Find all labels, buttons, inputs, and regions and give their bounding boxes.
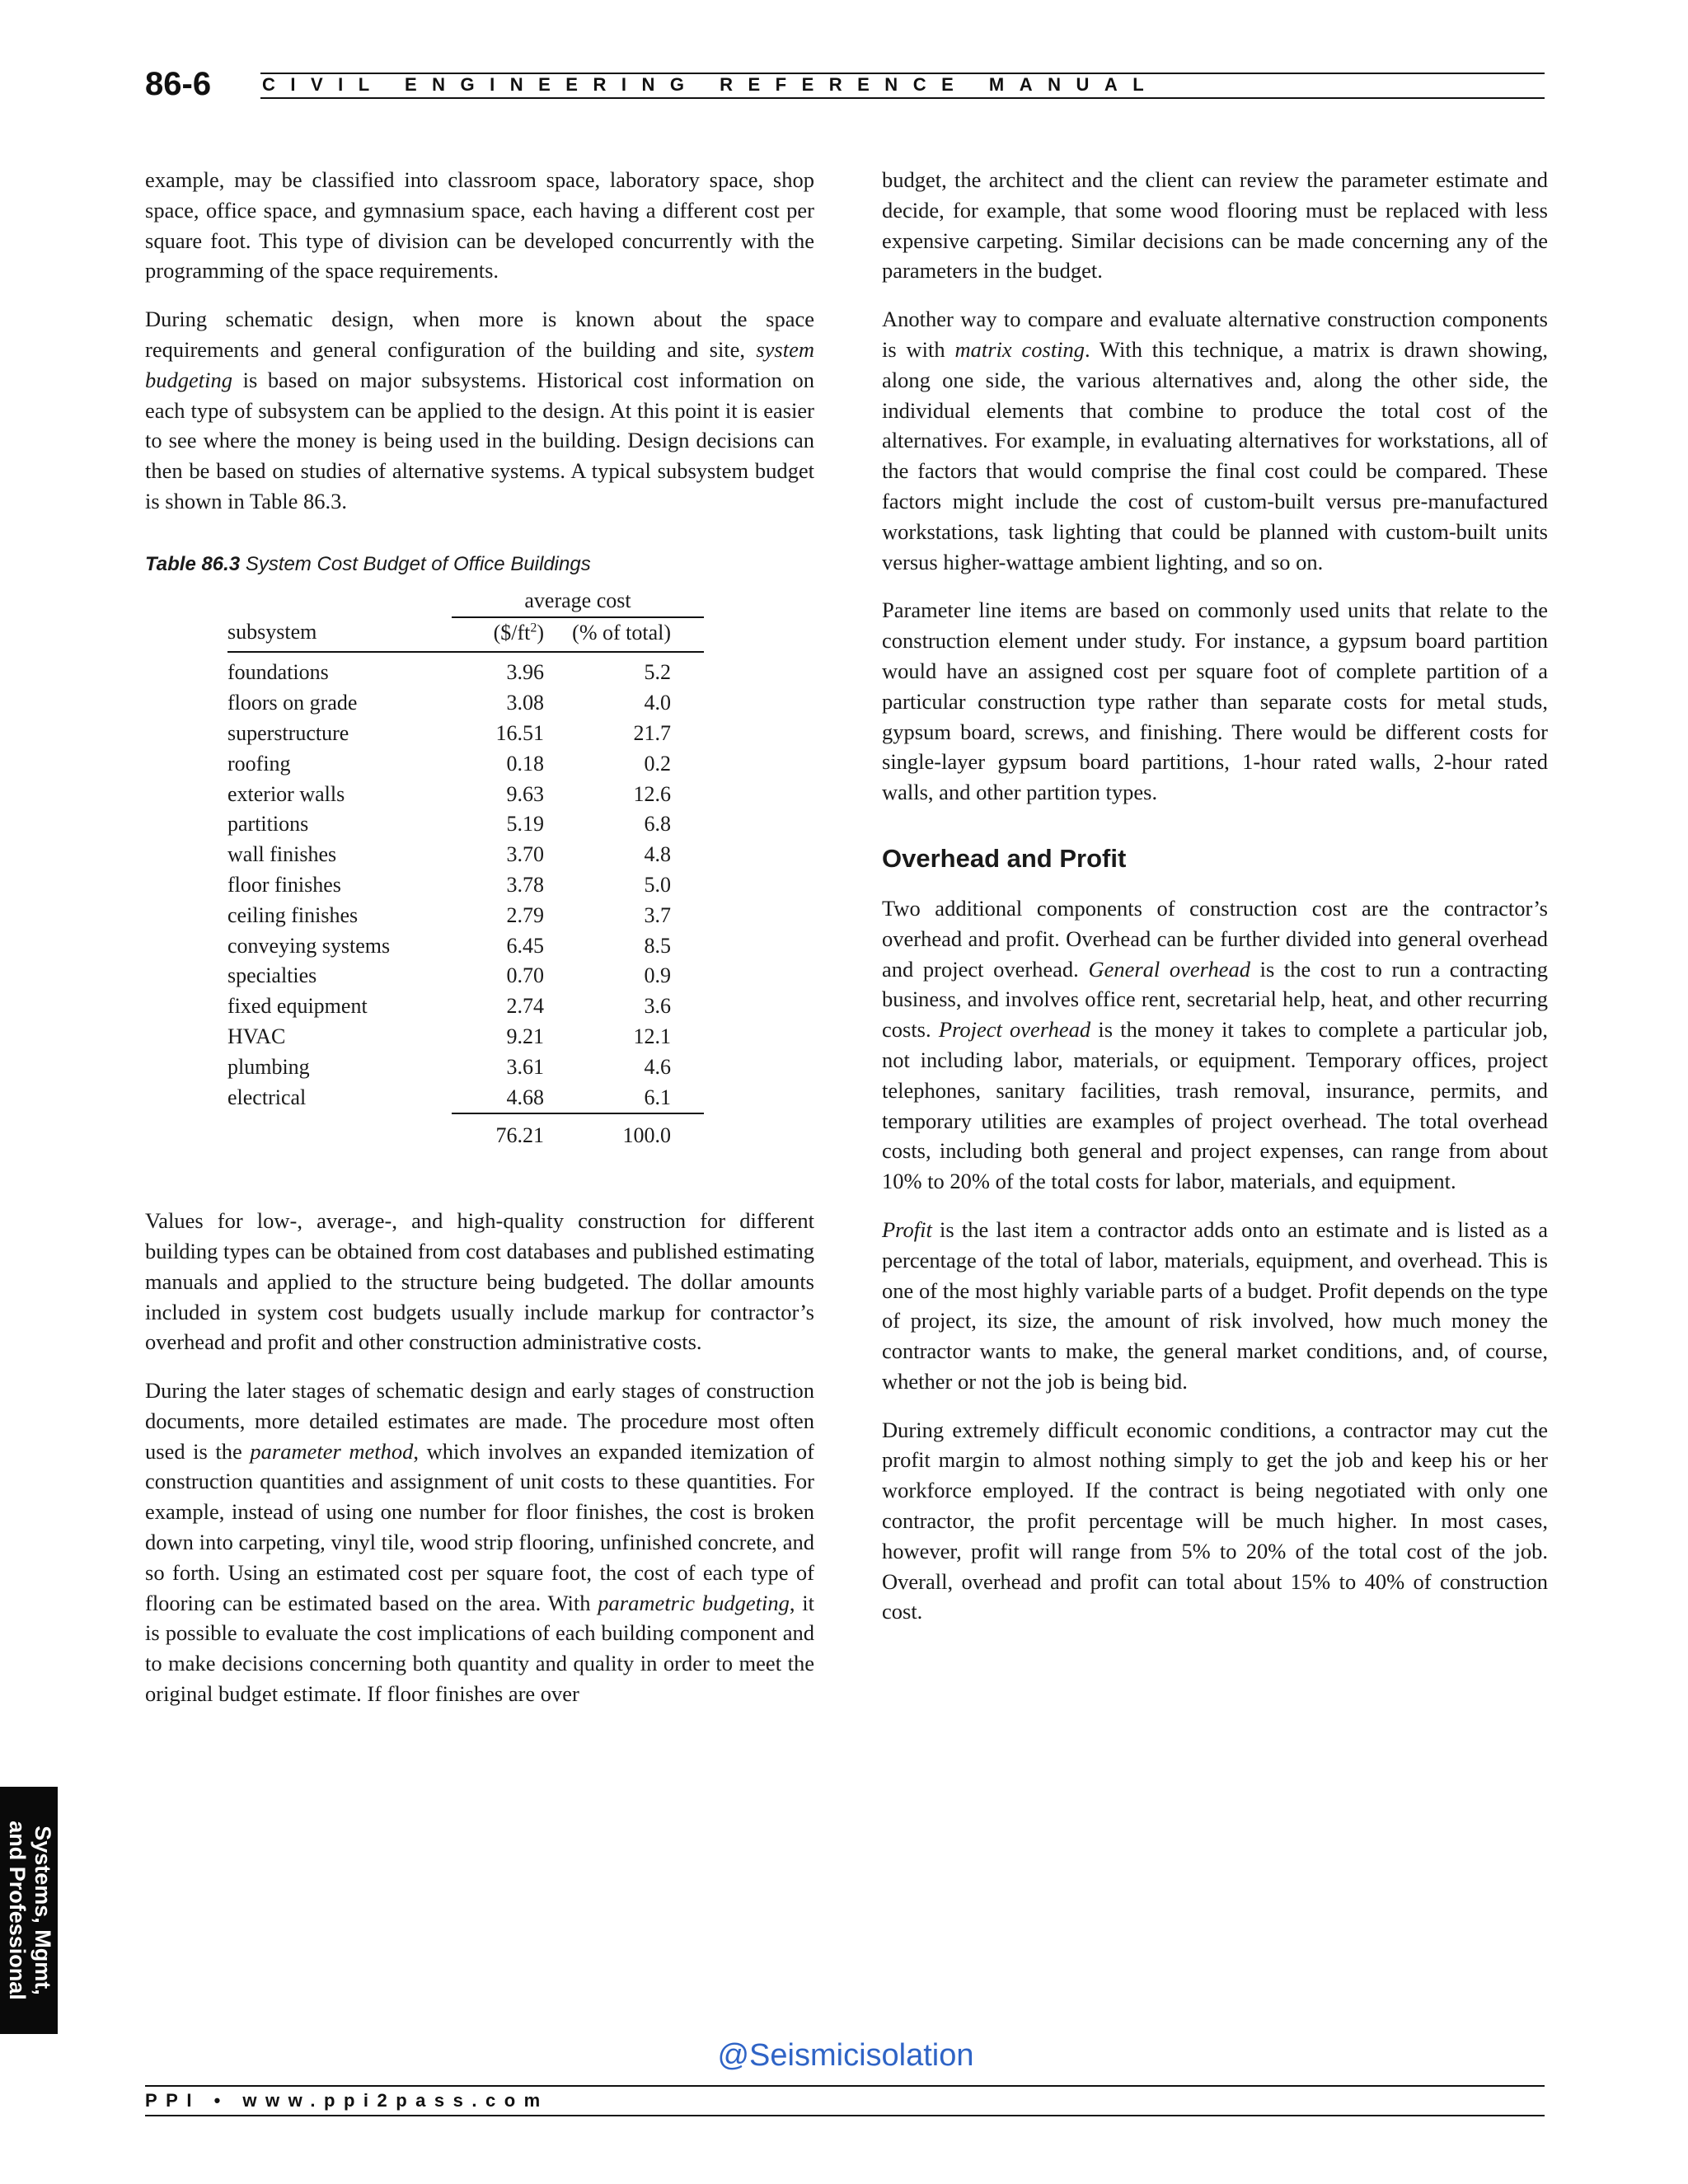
table-caption xyxy=(145,553,814,576)
percent-cell: 6.1 xyxy=(644,1085,671,1109)
footer-rule-bottom xyxy=(145,2115,1545,2116)
percent-cell: 5.0 xyxy=(644,872,671,897)
subsystem-cell: floors on grade xyxy=(227,691,358,715)
percent-cell: 8.5 xyxy=(644,933,671,958)
percent-cell: 4.6 xyxy=(644,1054,671,1079)
col-header-percent: (% of total) xyxy=(569,617,704,653)
paragraph: During extremely difficult economic conditions, a contractor may cut the profit margin to almost nothing simply to get the job and keep his or her workforce employed. If the contract is being negotiated with only one contractor, the profit percentage will be much higher. In most cases, however, profit will range from 5% to 20% of the total cost of the job. Overall, overhead and profit can total about 15% to 40% of construction cost. xyxy=(882,1417,1548,1624)
table-row xyxy=(227,931,704,962)
table-row xyxy=(227,652,704,688)
total-percent: 100.0 xyxy=(569,1113,704,1151)
term-project-overhead: Project overhead xyxy=(938,1017,1091,1043)
table-row xyxy=(227,688,704,719)
footer-text: PPI • www.ppi2pass.com xyxy=(145,2090,549,2111)
col-header-subsystem: subsystem xyxy=(227,617,452,653)
subsystem-cell: HVAC xyxy=(227,1024,286,1048)
total-cost: 76.21 xyxy=(452,1113,569,1151)
book-title: CIVIL ENGINEERING REFERENCE MANUAL xyxy=(262,74,1160,95)
subsystem-cell: floor finishes xyxy=(227,872,341,897)
table-row xyxy=(227,1022,704,1052)
table-group-header-row xyxy=(227,586,704,617)
subsystem-cell: exterior walls xyxy=(227,781,345,806)
side-tab-label: Systems, Mgmt, and Professional xyxy=(5,1821,55,2000)
percent-cell: 4.8 xyxy=(644,842,671,867)
section-heading: Overhead and Profit xyxy=(882,843,1127,873)
table-row xyxy=(227,1052,704,1083)
term-profit: Profit xyxy=(882,1216,932,1242)
table-row xyxy=(227,870,704,901)
left-column xyxy=(145,165,814,1727)
term-parameter-method: parameter method xyxy=(250,1438,414,1464)
subsystem-cell: roofing xyxy=(227,751,291,776)
term-matrix-costing: matrix costing xyxy=(954,336,1085,362)
cost-cell: 2.79 xyxy=(506,902,544,927)
cost-cell: 16.51 xyxy=(495,720,544,745)
cost-cell: 0.70 xyxy=(506,963,544,988)
subsystem-cell: superstructure xyxy=(227,720,349,745)
percent-cell: 12.1 xyxy=(633,1024,671,1048)
system-cost-table xyxy=(227,586,704,1151)
subsystem-cell: partitions xyxy=(227,812,309,837)
cost-cell: 9.63 xyxy=(506,781,544,806)
col-header-cost: $(\$/ft^2)$ xyxy=(452,617,569,653)
cost-cell: 6.45 xyxy=(506,933,544,958)
subsystem-cell: foundations xyxy=(227,660,329,685)
subsystem-cell: wall finishes xyxy=(227,842,337,867)
cost-cell: 3.70 xyxy=(506,842,544,867)
paragraph: example, may be classified into classroom space, laboratory space, shop space, office space, and gymnasium space, each having a different cost per square foot. This type of division can be developed concurrently with the programming of the space requirements. xyxy=(145,167,814,284)
term-parametric-budgeting: parametric budgeting xyxy=(598,1590,790,1615)
table-row xyxy=(227,780,704,810)
cost-cell: 3.78 xyxy=(506,872,544,897)
table-row xyxy=(227,901,704,931)
paragraph: Two additional components of construction cost are the contractor’s overhead and profit. Overhead can be further divided into general overhead and project overhead. General overhead is the cost to run a contracting business, and involves office rent, secretarial help, heat, and other recurring costs. Project overhead is the money it takes to complete a particular job, not including labor, materials, or equipment. Temporary offices, project telephones, sanitary facilities, trash removal, insurance, permits, and temporary utilities are examples of project overhead. The total overhead costs, including both general and project expenses, can range from about 10% to 20% of the total costs for labor, materials, and equipment. xyxy=(882,895,1549,1194)
subsystem-cell: fixed equipment xyxy=(227,994,368,1019)
percent-cell: 21.7 xyxy=(633,720,671,745)
percent-cell: 4.0 xyxy=(644,691,671,715)
table-row xyxy=(227,991,704,1022)
percent-cell: 12.6 xyxy=(633,781,671,806)
page-footer xyxy=(145,2085,1545,2118)
paragraph: budget, the architect and the client can review the parameter estimate and decide, for example, that some wood flooring must be replaced with less expensive carpeting. Similar decisions can be made concerning any of the parameters in the budget. xyxy=(882,167,1548,284)
percent-cell: 6.8 xyxy=(644,812,671,837)
table-header-row xyxy=(227,617,704,653)
table-row xyxy=(227,809,704,840)
table-label: Table 86.3 xyxy=(145,552,241,575)
subsystem-cell: specialties xyxy=(227,963,317,988)
percent-cell: 5.2 xyxy=(644,660,671,685)
term-system-budgeting: system budgeting xyxy=(145,336,814,392)
group-header-average-cost: average cost xyxy=(452,586,704,617)
paragraph: Parameter line items are based on commonly used units that relate to the construction element under study. For instance, a gypsum board partition would have an assigned cost per square foot of complete partition of a particular construction type rather than separate costs for metal studs, gypsum board, screws, and finishing. There would be different costs for single-layer gypsum board partitions, 1-hour rated walls, 2-hour rated walls, and other partition types. xyxy=(882,598,1548,805)
header-rule-bottom xyxy=(260,97,1545,99)
subsystem-cell: conveying systems xyxy=(227,933,391,958)
subsystem-cell: electrical xyxy=(227,1085,307,1110)
table-row xyxy=(227,1083,704,1114)
table-title: System Cost Budget of Office Buildings xyxy=(245,552,591,575)
term-general-overhead: General overhead xyxy=(1088,956,1251,982)
cost-cell: 3.96 xyxy=(506,660,544,685)
percent-cell: 3.6 xyxy=(644,994,671,1019)
percent-cell: 0.9 xyxy=(644,963,671,988)
cost-cell: 0.18 xyxy=(506,751,544,776)
paragraph: Another way to compare and evaluate alternative construction components is with matrix costing. With this technique, a matrix is drawn showing, along one side, the various alternatives and, along the other side, the individual elements that combine to produce the total cost of the alternatives. For example, in evaluating alternatives for workstations, all of the factors that would comprise the final cost could be compared. These factors might include the cost of custom-built versus pre-manufactured workstations, task lighting that could be planned with custom-built units versus higher-wattage ambient lighting, and so on. xyxy=(882,307,1548,574)
watermark: @Seismicisolation xyxy=(717,2038,974,2073)
cost-cell: 4.68 xyxy=(506,1085,544,1109)
right-column xyxy=(882,165,1548,1645)
page-number: 86-6 xyxy=(145,66,212,102)
table-row xyxy=(227,719,704,749)
table-row xyxy=(227,961,704,991)
cost-cell: 9.21 xyxy=(506,1024,544,1048)
table-row xyxy=(227,840,704,870)
percent-cell: 3.7 xyxy=(644,902,671,927)
subsystem-cell: plumbing xyxy=(227,1054,310,1079)
subsystem-cell: ceiling finishes xyxy=(227,902,359,927)
cost-cell: 5.19 xyxy=(506,812,544,837)
footer-rule-top xyxy=(145,2085,1545,2087)
paragraph: Values for low-, average-, and high-quality construction for different building types can be obtained from cost databases and published estimating manuals and applied to the structure being budgeted. The dollar amounts included in system cost budgets usually include markup for contractor’s overhead and profit and other construction administrative costs. xyxy=(145,1208,814,1355)
paragraph: During the later stages of schematic design and early stages of construction documents, more detailed estimates are made. The procedure most often used is the parameter method, which involves an expanded itemization of construction quantities and assignment of unit costs to these quantities. For example, instead of using one number for floor finishes, the cost is broken down into carpeting, vinyl tile, wood strip flooring, unfinished concrete, and so forth. Using an estimated cost per square foot, the cost of each type of flooring can be estimated based on the area. With parametric budgeting, it is possible to evaluate the cost implications of each building component and to make decisions concerning both quantity and quality in order to meet the original budget estimate. If floor finishes are over xyxy=(145,1378,815,1707)
paragraph: During schematic design, when more is known about the space requirements and general configuration of the building and site, system budgeting is based on major subsystems. Historical cost information on each type of subsystem can be applied to the design. At this point it is easier to see where the money is being used in the building. Design decisions can then be based on studies of alternative systems. A typical subsystem budget is shown in Table 86.3. xyxy=(145,307,814,513)
table-row xyxy=(227,749,704,780)
paragraph: Profit is the last item a contractor adds onto an estimate and is listed as a percentage of the total of labor, materials, equipment, and overhead. This is one of the most highly variable parts of a budget. Profit depends on the type of project, its size, the amount of risk involved, how much money the contractor wants to make, the general market conditions, and, of course, whether or not the job is being bid. xyxy=(882,1216,1548,1394)
table-total-row xyxy=(227,1113,704,1151)
page-header xyxy=(145,66,1545,102)
cost-cell: 3.08 xyxy=(506,691,544,715)
cost-cell: 3.61 xyxy=(506,1054,544,1079)
cost-cell: 2.74 xyxy=(506,994,544,1019)
percent-cell: 0.2 xyxy=(644,751,671,776)
